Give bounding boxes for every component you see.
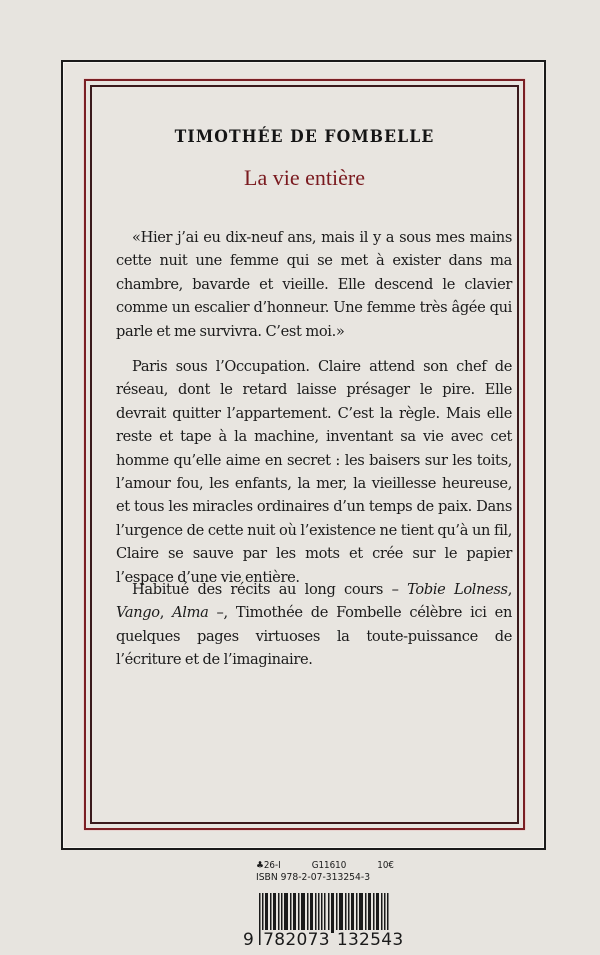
isbn-label: ISBN xyxy=(256,872,278,883)
book-ref-tobie-lolness: Tobie Lolness xyxy=(407,581,508,598)
barcode-digits xyxy=(243,930,405,950)
book-ref-alma: Alma xyxy=(172,604,209,622)
barcode-digits-group2: 132543 xyxy=(336,930,404,950)
separator: , xyxy=(159,604,173,622)
synopsis-text: Paris sous l’Occupation. Claire attend son chef de réseau, dont le retard laisse présager le pire. Elle devrait quitter l’appartement. C’est la règle. Mais elle reste et tape à la machine, inventant sa vie avec cet homme qu’elle aime en secret : les baisers sur les toits, l’amour fou, les enfants, la mer, la vieillesse heureuse, et tous les miracles ordinaires d’un temps de paix. Dans l’urgence de cette nuit où l’existence ne tient qu’à un fil, Claire se sauve par les mots et crée sur le papier l’espace d’une vie entière. xyxy=(116,358,512,586)
author-paragraph-text xyxy=(116,578,512,672)
paragraph-lead: Habitué des récits au long cours – xyxy=(132,581,408,598)
price: 10€ xyxy=(377,860,394,871)
opening-quote xyxy=(116,226,512,343)
isbn-row xyxy=(256,872,385,884)
quote-text: «Hier j’ai eu dix-neuf ans, mais il y a sous mes mains cette nuit une femme qui se met à exister dans ma chambre, bavarde et vieille. Elle descend le clavier comme un escalier d’honneur. Une femme très âgée qui parle et me survivra. C’est moi.» xyxy=(116,229,512,340)
book-ref-vango: Vango xyxy=(116,604,160,622)
synopsis-paragraph xyxy=(116,355,512,589)
barcode-digit-first: 9 xyxy=(243,930,255,950)
category-code: ♣26-I xyxy=(256,860,281,871)
paragraph-tail: –, Timothée de Fombelle célèbre ici en quelques pages virtuoses la toute-puissance de l’écriture et de l’imaginaire. xyxy=(116,604,512,669)
author-paragraph xyxy=(116,578,512,672)
barcode-digits-group1: 782073 xyxy=(263,930,330,950)
separator: , xyxy=(507,581,512,598)
product-code: G11610 xyxy=(311,860,347,871)
isbn-number: 978-2-07-313254-3 xyxy=(280,872,371,883)
price-row xyxy=(256,860,394,872)
barcode-info xyxy=(256,860,396,884)
book-title: La vie entière xyxy=(244,165,365,190)
author-name: TIMOTHÉE DE FOMBELLE xyxy=(174,127,435,147)
